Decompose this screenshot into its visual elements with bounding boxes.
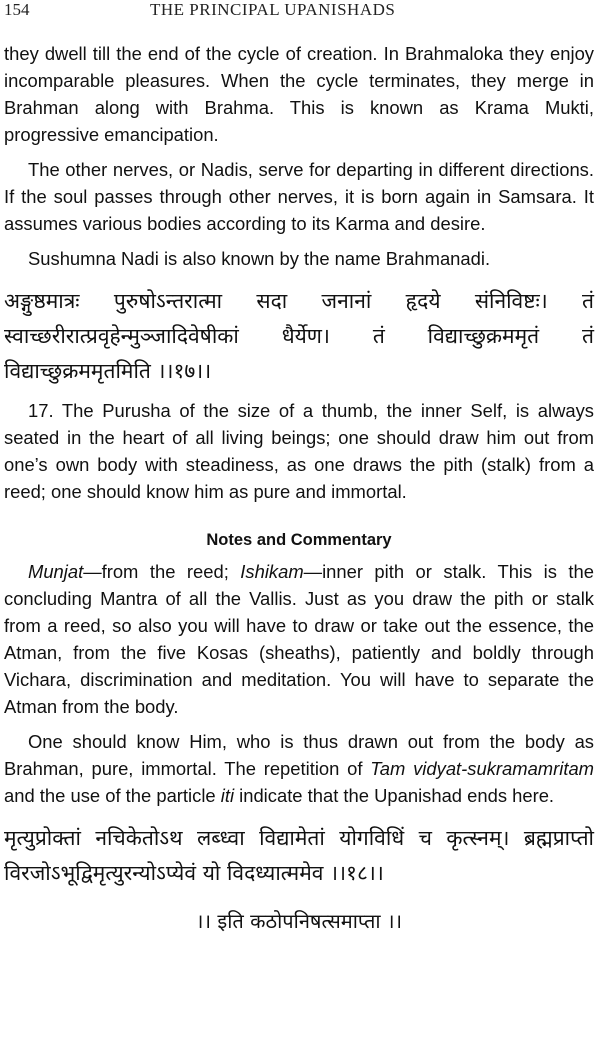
term-tam-vidyat: Tam vidyat-sukramamritam <box>370 758 594 779</box>
notes-text-2c: indicate that the Upanishad ends here. <box>234 785 555 806</box>
def-munjat: —from the reed; <box>83 561 241 582</box>
paragraph-nadis: The other nerves, or Nadis, serve for departing in different directions. If the soul passes through other nerves, it is born again in Samsara. It assumes various bodies according to its Karma and desire. <box>4 159 594 234</box>
notes-paragraph-2 <box>4 728 594 809</box>
term-munjat: Munjat <box>28 561 84 582</box>
notes-paragraph-1 <box>4 558 594 720</box>
notes-heading: Notes and Commentary <box>206 531 392 549</box>
page-body <box>4 40 594 934</box>
verse-17-translation: 17. The Purusha of the size of a thumb, the inner Self, is always seated in the heart of all living beings; one should draw him out from one’s own body with steadiness, as one draws the pith (stalk) from a reed; one should know him as pure and immortal. <box>4 400 594 502</box>
notes-text-1: —inner pith or stalk. This is the concluding Mantra of all the Vallis. Just as you draw the pith or stalk from a reed, so also you will have to draw or take out the essence, the Atman, from the five Kosas (sheaths), patiently and boldly through Vichara, discrimination and meditation. You will have to separate the Atman from the body. <box>4 561 594 717</box>
verse-17-sanskrit: अङ्गुष्ठमात्रः पुरुषोऽन्तरात्मा सदा जनानां हृदये संनिविष्टः। तं स्वाच्छरीरात्प्रवृहेन्मुञ्जादिवेषीकां धैर्येण। तं विद्याच्छुक्रममृतं तं विद्याच्छुक्रममृतमिति ।।१७।। <box>4 289 594 383</box>
closing-line: ।। इति कठोपनिषत्समाप्ता ।। <box>195 909 403 933</box>
notes-text-2b: and the use of the particle <box>4 785 221 806</box>
term-ishikam: Ishikam <box>240 561 304 582</box>
paragraph-brahmaloka: they dwell till the end of the cycle of creation. In Brahmaloka they enjoy incomparable pleasures. When the cycle terminates, they merge in Brahman along with Brahma. This is known as Krama Mukti, progressive emancipation. <box>4 43 594 145</box>
page-header <box>0 0 600 24</box>
page-number: 154 <box>4 0 30 19</box>
paragraph-sushumna: Sushumna Nadi is also known by the name Brahmanadi. <box>28 248 491 269</box>
term-iti: iti <box>220 785 235 806</box>
running-title: THE PRINCIPAL UPANISHADS <box>150 0 396 19</box>
notes-text-2a: One should know Him, who is thus drawn out from the body as Brahman, pure, immortal. The repetition of <box>4 731 594 779</box>
verse-18-sanskrit: मृत्युप्रोक्तां नचिकेतोऽथ लब्ध्वा विद्यामेतां योगविधिं च कृत्स्नम्। ब्रह्मप्राप्तो विरजोऽभूद्विमृत्युरन्योऽप्येवं यो विदध्यात्ममेव ।।१८।। <box>4 826 594 885</box>
